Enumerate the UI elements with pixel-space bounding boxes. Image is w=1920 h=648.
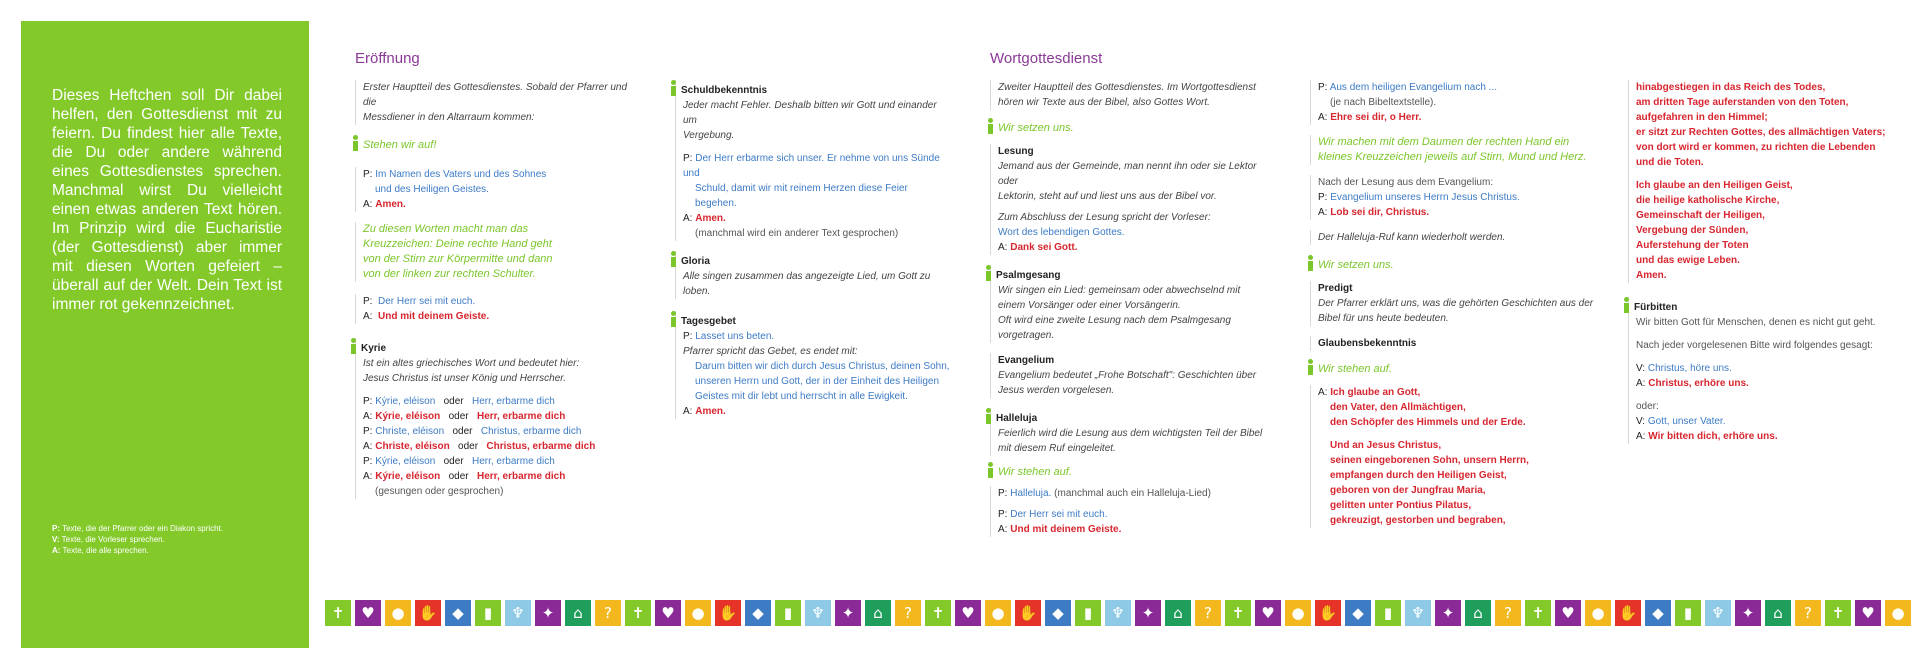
candle-icon: ▮ [475,600,501,626]
italic-note: mit diesem Ruf eingeleitet. [998,443,1116,454]
chalice-icon: ♆ [1405,600,1431,626]
or-text: oder [458,441,479,452]
speaker-key: P: [998,509,1008,520]
hands-icon: ✋ [715,600,741,626]
italic-note: Ist ein altes griechisches Wort und bedeutet hier: [363,358,580,369]
creed-text: Vergebung der Sünden, [1636,225,1749,236]
creed-text: gelitten unter Pontius Pilatus, [1330,500,1472,511]
reader-text: Wort des lebendigen Gottes. [998,227,1125,238]
bread-icon: ● [1585,600,1611,626]
note: Wir bitten Gott für Menschen, denen es nicht gut geht. [1636,317,1876,328]
all-text: Amen. [695,406,726,417]
creed-text: er sitzt zur Rechten Gottes, des allmächtigen Vaters; [1636,127,1886,138]
note: Nach der Lesung aus dem Evangelium: [1318,177,1494,188]
legend-key: P: [52,524,60,533]
speaker-key: P: [1318,82,1328,93]
heading-halleluja: Halleluja [996,413,1038,424]
cross-icon: ✝ [1225,600,1251,626]
creed-text: Auferstehung der Toten [1636,240,1749,251]
standing-person-icon [669,80,678,96]
instruction: Wir setzen uns. [998,122,1074,134]
section-title-wortgottesdienst: Wortgottesdienst [990,50,1103,67]
heart-icon: ♥ [1555,600,1581,626]
chalice-icon: ♆ [805,600,831,626]
bread-icon: ● [985,600,1011,626]
priest-text: Im Namen des Vaters und des Sohnes [375,169,547,180]
all-text: Dank sei Gott. [1010,242,1078,253]
all-text: Christe, eléison [375,441,450,452]
candle-icon: ▮ [1375,600,1401,626]
heading-glaubensbekenntnis: Glaubensbekenntnis [1318,338,1417,349]
italic-note: Wir singen ein Lied: gemeinsam oder abwechselnd mit [998,285,1241,296]
heart-icon: ♥ [655,600,681,626]
column-gebete [675,80,950,429]
all-text: Christus, erhöre uns. [1648,378,1749,389]
fish-icon: ◆ [745,600,771,626]
note: oder: [1636,401,1659,412]
speaker-key: A: [683,213,693,224]
speaker-key: A: [1318,112,1328,123]
heading-lesung: Lesung [998,146,1034,157]
priest-text: Darum bitten wir dich durch Jesus Christus, deinen Sohn, [695,361,950,372]
reader-text: Gott, unser Vater. [1647,416,1726,427]
italic-note: Jesus Christus ist unser König und Herrscher. [363,373,567,384]
priest-text: Aus dem heiligen Evangelium nach ... [1329,82,1498,93]
legend-key: A: [52,546,61,555]
speaker-key: A: [363,311,373,322]
intro-line: Zweiter Hauptteil des Gottesdienstes. Im Wortgottesdienst [998,82,1256,93]
all-text: Christus, erbarme dich [486,441,596,452]
hands-icon: ✋ [1015,600,1041,626]
speaker-key: V: [1636,416,1646,427]
candle-icon: ▮ [1675,600,1701,626]
speaker-key: P: [363,426,373,437]
fish-icon: ◆ [1345,600,1371,626]
priest-text: Schuld, damit wir mit reinem Herzen diese Feier begehen. [695,183,908,209]
cross-icon: ✝ [925,600,951,626]
italic-note: Feierlich wird die Lesung aus dem wichtigsten Teil der Bibel [998,428,1263,439]
column-wortgottesdienst [990,80,1265,547]
all-text: Und mit deinem Geiste. [378,311,490,322]
speaker-key: P: [1318,192,1328,203]
all-text: Kýrie, eléison [375,471,441,482]
or-text: oder [443,456,464,467]
creed-text: den Vater, den Allmächtigen, [1330,402,1466,413]
priest-text: Christus, erbarme dich [480,426,582,437]
fish-icon: ◆ [445,600,471,626]
reader-text: Christus, höre uns. [1647,363,1732,374]
speaker-key: A: [363,441,373,452]
heading-predigt: Predigt [1318,283,1353,294]
intro-text: Dieses Heftchen soll Dir dabei helfen, den Gottesdienst mit zu feiern. Du findest hier alle Texte, die Du oder andere während eines Gottesdienstes sprechen. Manchmal wirst Du vielleicht einen etwas anderen Text hören. Im Prinzip wird die Eucharistie (der Gottesdienst) aber immer mit diesen Worten gefeiert – überall auf der Welt. Dein Text ist immer rot gekennzeichnet. [52,87,282,313]
speaker-key: A: [1318,207,1328,218]
heading-fuerbitten: Fürbitten [1634,302,1678,313]
italic-note: Oft wird eine zweite Lesung nach dem Psalmgesang [998,315,1231,326]
italic-note: Lektorin, steht auf und liest uns aus der Bibel vor. [998,191,1217,202]
creed-text: gekreuzigt, gestorben und begraben, [1330,515,1506,526]
standing-person-icon [1622,297,1631,313]
speaker-key: P: [683,153,693,164]
intro-line: Messdiener in den Altarraum kommen: [363,112,535,123]
fish-icon: ◆ [1045,600,1071,626]
heart-icon: ♥ [355,600,381,626]
all-text: Amen. [375,199,406,210]
or-text: oder [448,471,469,482]
sitting-person-icon [984,265,993,281]
all-text: Kýrie, eléison [375,411,441,422]
dove-icon: ✦ [535,600,561,626]
creed-text: aufgefahren in den Himmel; [1636,112,1768,123]
italic-note: Jesus werden vorgelesen. [998,385,1115,396]
green-note: Wir machen mit dem Daumen der rechten Hand ein [1318,136,1570,148]
cross-icon: ✝ [1525,600,1551,626]
priest-text: Der Herr sei mit euch. [378,296,476,307]
instruction: Wir stehen auf. [1318,363,1392,375]
hands-icon: ✋ [415,600,441,626]
green-note: von der linken zur rechten Schulter. [363,268,536,280]
church-icon: ⌂ [1165,600,1191,626]
speaker-key: P: [363,396,373,407]
speaker-key: P: [998,488,1008,499]
dove-icon: ✦ [1135,600,1161,626]
speaker-key: A: [363,471,373,482]
bread-icon: ● [685,600,711,626]
dove-icon: ✦ [835,600,861,626]
chalice-icon: ♆ [1105,600,1131,626]
church-icon: ⌂ [1465,600,1491,626]
sitting-person-icon [986,118,995,134]
heart-icon: ♥ [1855,600,1881,626]
standing-person-icon [1306,359,1315,375]
italic-note: Der Pfarrer erklärt uns, was die gehörten Geschichten aus der [1318,298,1594,309]
note: (manchmal wird ein anderer Text gesprochen) [695,228,899,239]
creed-text: Und an Jesus Christus, [1330,440,1442,451]
column-evangelium [1310,80,1600,538]
instruction: Wir stehen auf. [998,466,1072,478]
priest-text: Herr, erbarme dich [471,456,555,467]
italic-note: Pfarrer spricht das Gebet, es endet mit: [683,346,858,357]
green-note: Zu diesen Worten macht man das [363,223,529,235]
intro-line: hören wir Texte aus der Bibel, also Gottes Wort. [998,97,1210,108]
speaker-key: A: [1318,387,1328,398]
creed-text: und das ewige Leben. [1636,255,1740,266]
legend-text: Texte, die Vorleser sprechen. [61,535,165,544]
speaker-key: V: [1636,363,1646,374]
standing-person-icon [349,338,358,354]
priest-text: Halleluja. [1010,488,1052,499]
church-icon: ⌂ [865,600,891,626]
column-eroeffnung [355,80,630,509]
creed-text: den Schöpfer des Himmels und der Erde. [1330,417,1526,428]
italic-note: Zum Abschluss der Lesung spricht der Vorleser: [998,212,1211,223]
all-text: Und mit deinem Geiste. [1010,524,1122,535]
priest-text: Herr, erbarme dich [471,396,555,407]
speaker-key: P: [363,169,373,180]
italic-note: Jeder macht Fehler. Deshalb bitten wir Gott und einander um [683,100,937,126]
legend-text: Texte, die der Pfarrer oder ein Diakon spricht. [62,524,224,533]
creed-text: und die Toten. [1636,157,1704,168]
italic-note: Der Halleluja-Ruf kann wiederholt werden. [1318,232,1506,243]
cross-icon: ✝ [1825,600,1851,626]
creed-text: hinabgestiegen in das Reich des Todes, [1636,82,1826,93]
sitting-person-icon [984,408,993,424]
bread-icon: ● [1885,600,1911,626]
heading-kyrie: Kyrie [361,343,387,354]
heading-tagesgebet: Tagesgebet [681,316,736,327]
or-text: oder [452,426,473,437]
creed-text: die heilige katholische Kirche, [1636,195,1780,206]
priest-text: unseren Herrn und Gott, der in der Einheit des Heiligen [695,376,940,387]
crozier-icon: ? [1495,600,1521,626]
speaker-key: A: [998,242,1008,253]
crozier-icon: ? [895,600,921,626]
section-title-eroeffnung: Eröffnung [355,50,420,67]
dove-icon: ✦ [1735,600,1761,626]
creed-text: geboren von der Jungfrau Maria, [1330,485,1486,496]
speaker-key: A: [363,411,373,422]
speaker-key: A: [998,524,1008,535]
standing-person-icon [986,462,995,478]
creed-text: Ich glaube an Gott, [1330,387,1421,398]
bread-icon: ● [1285,600,1311,626]
italic-note: Alle singen zusammen das angezeigte Lied, um Gott zu loben. [683,271,931,297]
italic-note: Vergebung. [683,130,735,141]
creed-text: am dritten Tage auferstanden von den Toten, [1636,97,1849,108]
all-text: Amen. [695,213,726,224]
creed-text: Amen. [1636,270,1667,281]
priest-text: Evangelium unseres Herrn Jesus Christus. [1330,192,1520,203]
crozier-icon: ? [1195,600,1221,626]
priest-text: Christe, eléison [375,426,445,437]
speaker-key: P: [363,296,373,307]
italic-note: einem Vorsänger oder einer Vorsängerin. [998,300,1181,311]
priest-text: Der Herr erbarme sich unser. Er nehme von uns Sünde und [683,153,940,179]
dove-icon: ✦ [1435,600,1461,626]
priest-text: Geistes mit dir lebt und herrscht in alle Ewigkeit. [695,391,908,402]
speaker-key: A: [1636,431,1646,442]
heading-gloria: Gloria [681,256,710,267]
green-note: kleines Kreuzzeichen jeweils auf Stirn, Mund und Herz. [1318,151,1587,163]
italic-note: Jemand aus der Gemeinde, man nennt ihn oder sie Lektor oder [998,161,1257,187]
italic-note: vorgetragen. [998,330,1055,341]
priest-text: Der Herr sei mit euch. [1010,509,1108,520]
cross-icon: ✝ [325,600,351,626]
chalice-icon: ♆ [1705,600,1731,626]
column-fuerbitten [1628,80,1918,454]
standing-person-icon [669,251,678,267]
priest-text: Kýrie, eléison [375,396,436,407]
church-icon: ⌂ [565,600,591,626]
green-note: Kreuzzeichen: Deine rechte Hand geht [363,238,552,250]
fish-icon: ◆ [1645,600,1671,626]
legend [52,523,223,556]
all-text: Wir bitten dich, erhöre uns. [1648,431,1778,442]
bread-icon: ● [385,600,411,626]
candle-icon: ▮ [1075,600,1101,626]
hands-icon: ✋ [1315,600,1341,626]
hands-icon: ✋ [1615,600,1641,626]
standing-person-icon [351,135,360,151]
priest-text: Kýrie, eléison [375,456,436,467]
note: (je nach Bibeltextstelle). [1330,97,1437,108]
priest-text: und des Heiligen Geistes. [375,184,489,195]
creed-text: seinen eingeborenen Sohn, unsern Herrn, [1330,455,1529,466]
all-text: Herr, erbarme dich [476,471,566,482]
speaker-key: P: [683,331,693,342]
legend-text: Texte, die alle sprechen. [62,546,149,555]
sitting-person-icon [1306,255,1315,271]
creed-text: Ich glaube an den Heiligen Geist, [1636,180,1793,191]
all-text: Ehre sei dir, o Herr. [1330,112,1422,123]
church-icon: ⌂ [1765,600,1791,626]
heading-schuldbekenntnis: Schuldbekenntnis [681,85,768,96]
heading-evangelium: Evangelium [998,355,1055,366]
speaker-key: A: [363,199,373,210]
or-text: oder [448,411,469,422]
note: (gesungen oder gesprochen) [375,486,504,497]
speaker-key: P: [363,456,373,467]
note: (manchmal auch ein Halleluja-Lied) [1054,488,1211,499]
chalice-icon: ♆ [505,600,531,626]
instruction: Stehen wir auf! [363,139,437,151]
crozier-icon: ? [595,600,621,626]
instruction: Wir setzen uns. [1318,259,1394,271]
creed-text: von dort wird er kommen, zu richten die Lebenden [1636,142,1876,153]
heart-icon: ♥ [955,600,981,626]
italic-note: Bibel für uns heute bedeuten. [1318,313,1449,324]
crozier-icon: ? [1795,600,1821,626]
legend-key: V: [52,535,60,544]
icon-strip [325,600,1911,626]
note: Nach jeder vorgelesenen Bitte wird folgendes gesagt: [1636,340,1873,351]
heart-icon: ♥ [1255,600,1281,626]
italic-note: Evangelium bedeutet „Frohe Botschaft": Geschichten über [998,370,1257,381]
cross-icon: ✝ [625,600,651,626]
creed-text: empfangen durch den Heiligen Geist, [1330,470,1507,481]
intro-line: Erster Hauptteil des Gottesdienstes. Sobald der Pfarrer und die [363,82,628,108]
standing-person-icon [669,311,678,327]
all-text: Lob sei dir, Christus. [1330,207,1430,218]
or-text: oder [443,396,464,407]
speaker-key: A: [1636,378,1646,389]
all-text: Herr, erbarme dich [476,411,566,422]
green-note: von der Stirn zur Körpermitte und dann [363,253,553,265]
priest-text: Lasset uns beten. [695,331,775,342]
creed-text: Gemeinschaft der Heiligen, [1636,210,1765,221]
candle-icon: ▮ [775,600,801,626]
heading-psalmgesang: Psalmgesang [996,270,1061,281]
speaker-key: A: [683,406,693,417]
